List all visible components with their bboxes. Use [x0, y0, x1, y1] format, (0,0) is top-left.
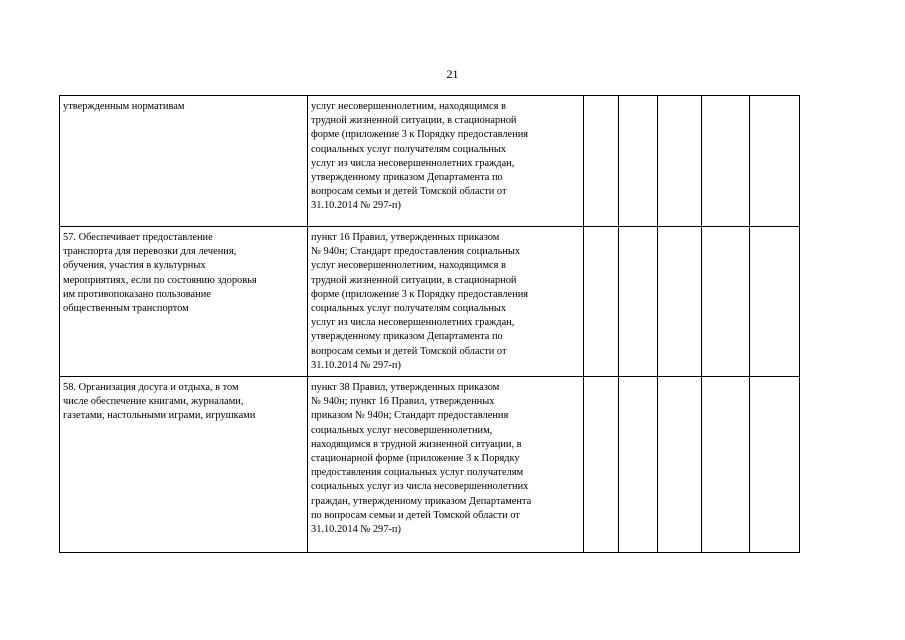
- service-cell: [60, 96, 308, 227]
- empty-cell: [584, 227, 619, 377]
- empty-cell: [658, 227, 702, 377]
- basis-text: пункт 38 Правил, утвержденных приказом № 940н; пункт 16 Правил, утвержденных приказом № 940н; Стандарт предоставления социальных услуг несовершеннолетним, находящимся в трудной жизненной ситуации, в стационарной форме (приложение 3 к Порядку предоставления социальных услуг получателям социальных услуг из числа несовершеннолетних граждан, утвержденному приказом Департамента по вопросам семьи и детей Томской области от 31.10.2014 № 297-п): [311, 382, 532, 536]
- basis-cell: [308, 377, 584, 553]
- empty-cell: [619, 377, 658, 553]
- services-table: [59, 95, 800, 553]
- service-text: 57. Обеспечивает предоставление транспорта для перевозки для лечения, обучения, участия в культурных мероприятиях, если по состоянию здоровья им противопоказано пользование общественным транспортом: [63, 232, 257, 315]
- empty-cell: [702, 377, 750, 553]
- service-cell: [60, 377, 308, 553]
- table-row: [60, 227, 800, 377]
- basis-cell: [308, 96, 584, 227]
- empty-cell: [619, 227, 658, 377]
- empty-cell: [750, 227, 800, 377]
- service-text: утвержденным нормативам: [63, 101, 185, 112]
- empty-cell: [750, 96, 800, 227]
- empty-cell: [584, 96, 619, 227]
- empty-cell: [619, 96, 658, 227]
- empty-cell: [750, 377, 800, 553]
- basis-text: услуг несовершеннолетним, находящимся в трудной жизненной ситуации, в стационарной форме (приложение 3 к Порядку предоставления социальных услуг получателям социальных услуг из числа несовершеннолетних граждан, утвержденному приказом Департамента по вопросам семьи и детей Томской области от 31.10.2014 № 297-п): [311, 101, 529, 212]
- basis-cell: [308, 227, 584, 377]
- service-text: 58. Организация досуга и отдыха, в том числе обеспечение книгами, журналами, газетами, настольными играми, игрушками: [63, 382, 256, 422]
- service-cell: [60, 227, 308, 377]
- basis-text: пункт 16 Правил, утвержденных приказом № 940н; Стандарт предоставления социальных услуг несовершеннолетним, находящимся в трудной жизненной ситуации, в стационарной форме (приложение 3 к Порядку предоставления социальных услуг получателям социальных услуг из числа несовершеннолетних граждан, утвержденному приказом Департамента по вопросам семьи и детей Томской области от 31.10.2014 № 297-п): [311, 232, 529, 371]
- empty-cell: [658, 96, 702, 227]
- page-number: 21: [446, 67, 459, 81]
- empty-cell: [658, 377, 702, 553]
- table-row: [60, 96, 800, 227]
- empty-cell: [702, 96, 750, 227]
- empty-cell: [584, 377, 619, 553]
- table-row: [60, 377, 800, 553]
- empty-cell: [702, 227, 750, 377]
